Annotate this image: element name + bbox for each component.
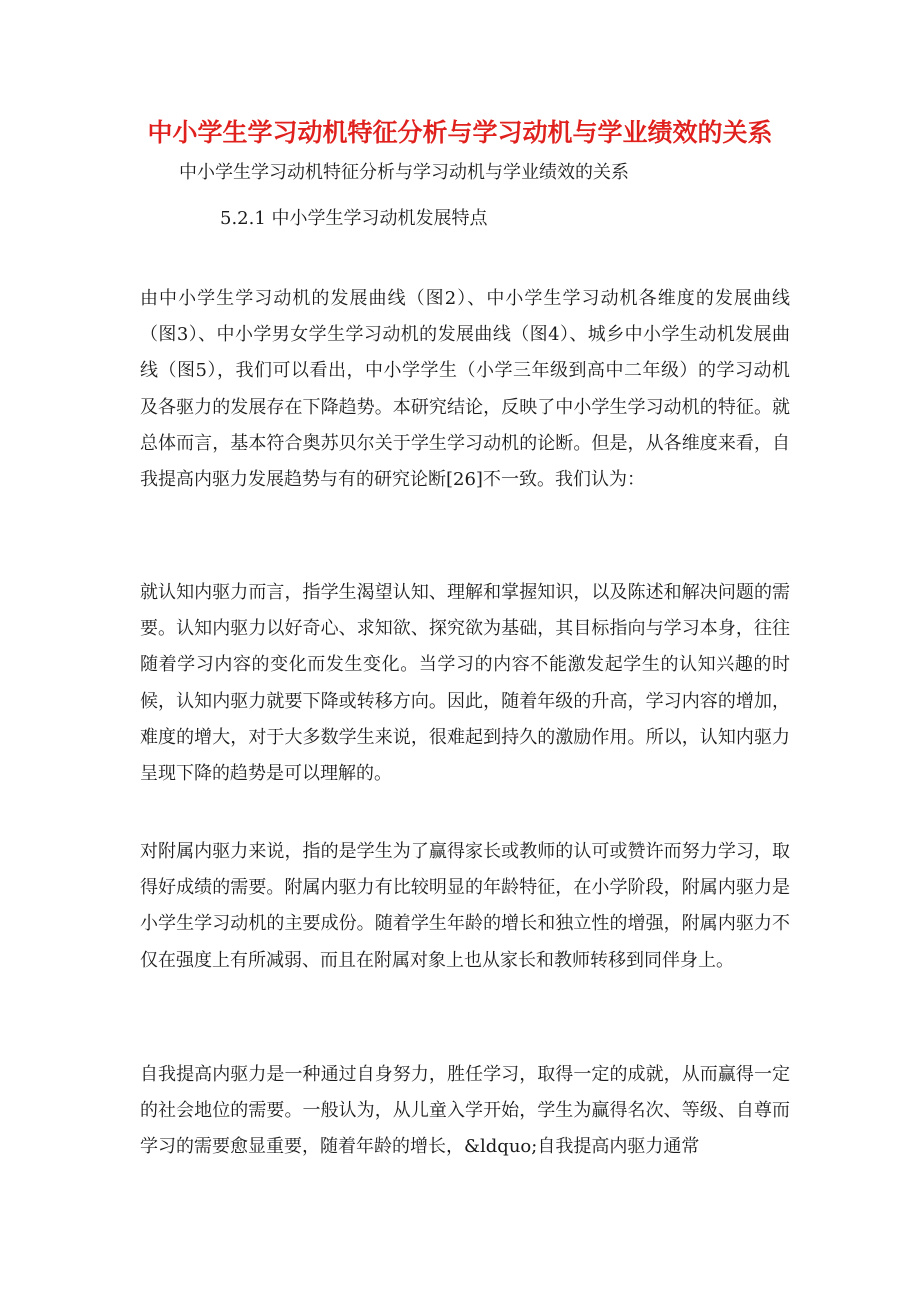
paragraph-motivation-trends: 由中小学生学习动机的发展曲线（图2）、中小学生学习动机各维度的发展曲线（图3）、中小学男女学生学习动机的发展曲线（图4）、城乡中小学生动机发展曲线（图5），我们可以看出，中小学学生（小学三年级到高中二年级）的学习动机及各驱力的发展存在下降趋势。本研究结论，反映了中小学生学习动机的特征。就总体而言，基本符合奥苏贝尔关于学生学习动机的论断。但是，从各维度来看，自我提高内驱力发展趋势与有的研究论断[26]不一致。我们认为： xyxy=(140,288,790,491)
paragraph-cognitive-drive: 就认知内驱力而言，指学生渴望认知、理解和掌握知识，以及陈述和解决问题的需要。认知内驱力以好奇心、求知欲、探究欲为基础，其目标指向与学习本身，往往随着学习内容的变化而发生变化。当学习的内容不能激发起学生的认知兴趣的时候，认知内驱力就要下降或转移方向。因此，随着年级的升高，学习内容的增加，难度的增大，对于大多数学生来说，很难起到持久的激励作用。所以，认知内驱力呈现下降的趋势是可以理解的。 xyxy=(140,582,790,785)
section-heading: 5.2.1 中小学生学习动机发展特点 xyxy=(220,208,488,229)
paragraph-affiliative-drive: 对附属内驱力来说，指的是学生为了赢得家长或教师的认可或赞许而努力学习，取得好成绩的需要。附属内驱力有比较明显的年龄特征，在小学阶段，附属内驱力是小学生学习动机的主要成份。随着学生年龄的增长和独立性的增强，附属内驱力不仅在强度上有所减弱、而且在附属对象上也从家长和教师转移到同伴身上。 xyxy=(140,841,790,971)
document-subtitle: 中小学生学习动机特征分析与学习动机与学业绩效的关系 xyxy=(179,162,629,183)
document-title: 中小学生学习动机特征分析与学习动机与学业绩效的关系 xyxy=(147,118,773,147)
paragraph-ego-enhancement-drive: 自我提高内驱力是一种通过自身努力，胜任学习，取得一定的成就，从而赢得一定的社会地位的需要。一般认为，从儿童入学开始，学生为赢得名次、等级、自尊而学习的需要愈显重要，随着年龄的增长，&ldquo;自我提高内驱力通常 xyxy=(140,1064,790,1158)
